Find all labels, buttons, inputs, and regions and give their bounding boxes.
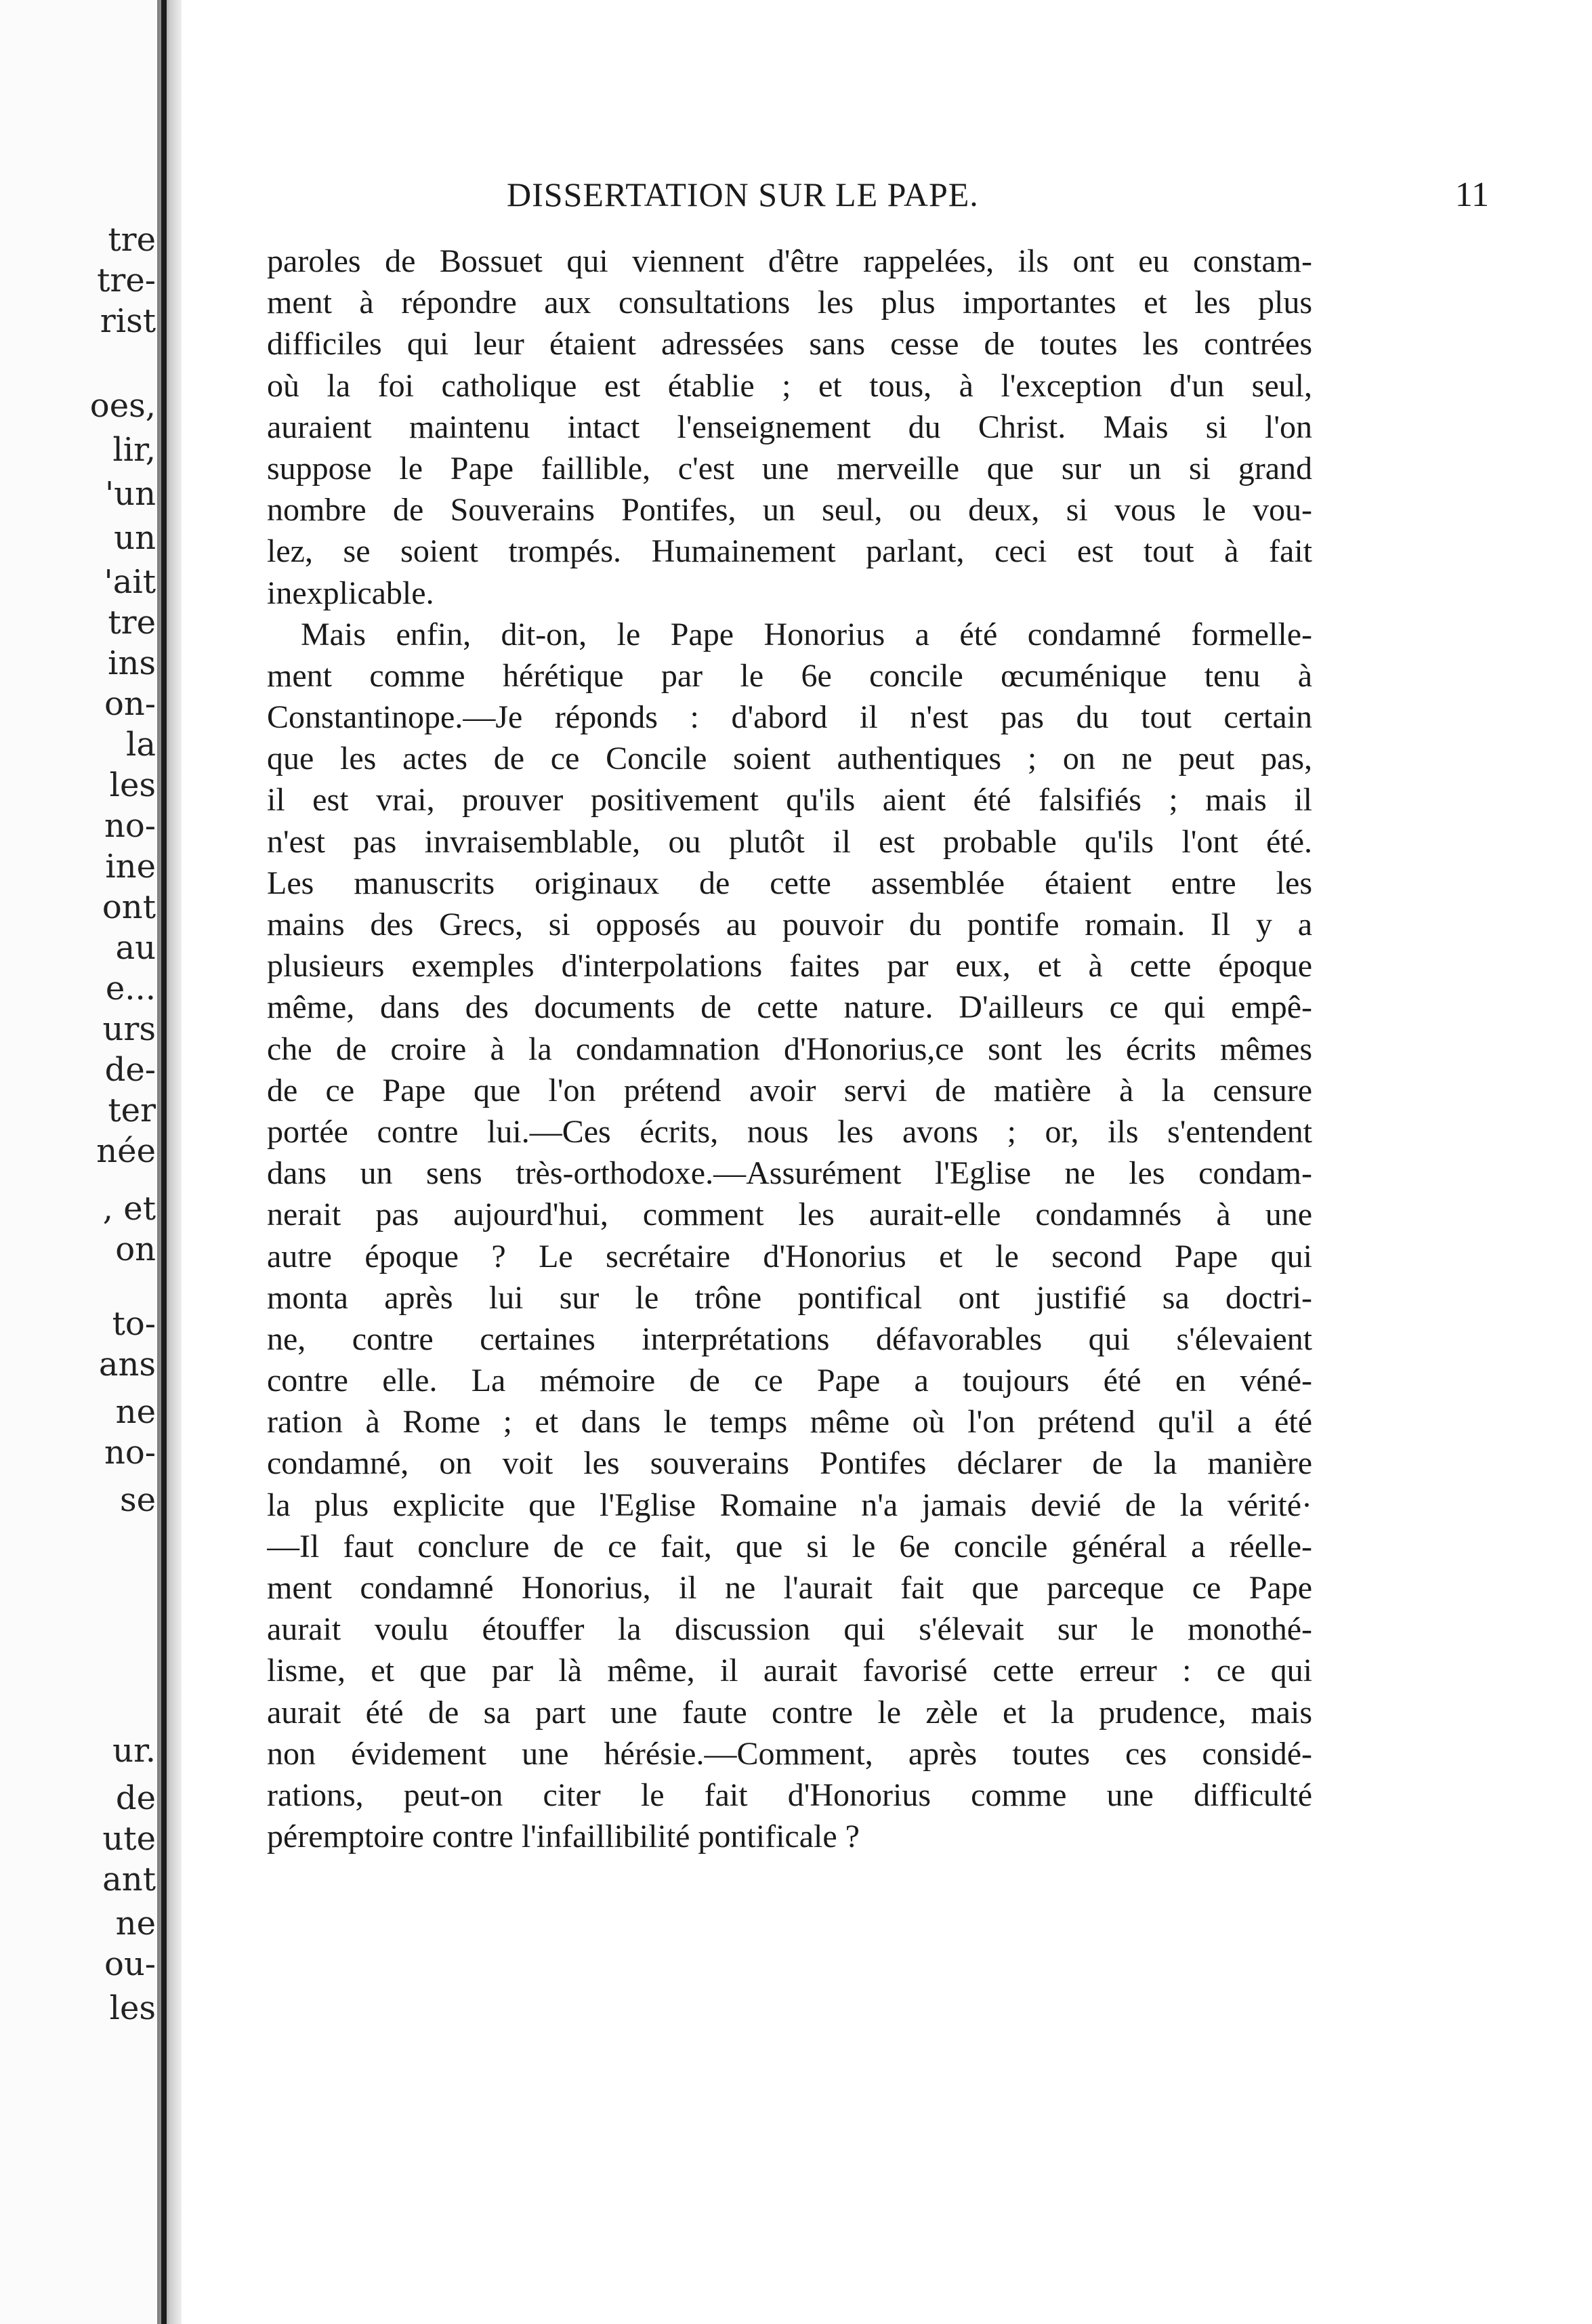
adjacent-page-fragment: ont <box>102 888 156 926</box>
gutter-shadow-line <box>161 0 167 2324</box>
adjacent-page-fragment: 'ait <box>104 563 156 601</box>
adjacent-page-fragment: au <box>115 929 156 967</box>
text-line: ration à Rome ; et dans le temps même où l'on prétend qu'il a été <box>267 1404 1312 1440</box>
text-line: que les actes de ce Concile soient authentiques ; on ne peut pas, <box>267 741 1312 777</box>
text-line: lez, se soient trompés. Humainement parlant, ceci est tout à fait <box>267 533 1312 570</box>
adjacent-page-fragment: rist <box>100 302 156 340</box>
text-line: condamné, on voit les souverains Pontifes déclarer de la manière <box>267 1445 1312 1482</box>
adjacent-page-fragment: de <box>115 1779 156 1817</box>
body-text <box>267 241 1312 1857</box>
running-title: DISSERTATION SUR LE PAPE. <box>507 175 979 213</box>
adjacent-page-fragment: ne <box>115 1393 156 1431</box>
text-line: difficiles qui leur étaient adressées sans cesse de toutes les contrées <box>267 326 1312 362</box>
text-line: inexplicable. <box>267 575 434 611</box>
text-line: même, dans des documents de cette nature. D'ailleurs ce qui empê- <box>267 989 1312 1026</box>
adjacent-page-fragment: e... <box>105 970 156 1008</box>
adjacent-page-fragment: urs <box>102 1010 156 1048</box>
text-line: suppose le Pape faillible, c'est une merveille que sur un si grand <box>267 450 1312 486</box>
adjacent-page-fragment: tre <box>108 604 156 642</box>
adjacent-page-text-fragments <box>0 0 156 2324</box>
text-line: Mais enfin, dit-on, le Pape Honorius a été condamné formelle- <box>301 616 1312 652</box>
text-line: contre elle. La mémoire de ce Pape a toujours été en véné- <box>267 1363 1312 1399</box>
text-line: lisme, et que par là même, il aurait favorisé cette erreur : ce qui <box>267 1653 1312 1689</box>
text-line: ment à répondre aux consultations les plus importantes et les plus <box>267 285 1312 321</box>
text-line: Constantinope.—Je réponds : d'abord il n'est pas du tout certain <box>267 699 1312 736</box>
adjacent-page-fragment: ter <box>108 1092 156 1129</box>
adjacent-page-fragment: ne <box>115 1905 156 1943</box>
adjacent-page-fragment: ans <box>98 1346 156 1384</box>
adjacent-page-fragment: ine <box>105 848 156 886</box>
text-line: Les manuscrits originaux de cette assemblée étaient entre les <box>267 865 1312 901</box>
adjacent-page-fragment: ant <box>102 1861 156 1898</box>
adjacent-page-fragment: de- <box>104 1051 156 1089</box>
running-header <box>507 175 1489 215</box>
adjacent-page-fragment: lir, <box>112 431 156 469</box>
text-line: péremptoire contre l'infaillibilité pontificale ? <box>267 1819 860 1855</box>
text-line: paroles de Bossuet qui viennent d'être rappelées, ils ont eu constam- <box>267 243 1312 279</box>
adjacent-page-fragment: se <box>119 1481 156 1519</box>
adjacent-page-fragment: tre- <box>97 262 156 299</box>
adjacent-page-fragment: on- <box>104 685 156 723</box>
text-line: nombre de Souverains Pontifes, un seul, ou deux, si vous le vou- <box>267 492 1312 528</box>
text-line: il est vrai, prouver positivement qu'ils aient été falsifiés ; mais il <box>267 782 1312 818</box>
adjacent-page-fragment: 'un <box>104 475 156 513</box>
text-line: monta après lui sur le trône pontifical ont justifié sa doctri- <box>267 1279 1312 1316</box>
adjacent-page-fragment: tre <box>108 221 156 259</box>
text-line: rations, peut-on citer le fait d'Honorius comme une difficulté <box>267 1777 1312 1813</box>
text-line: la plus explicite que l'Eglise Romaine n'a jamais devié de la vérité· <box>267 1487 1312 1523</box>
text-line: auraient maintenu intact l'enseignement du Christ. Mais si l'on <box>267 409 1312 445</box>
adjacent-page-fragment: ins <box>108 644 156 682</box>
adjacent-page-fragment: la <box>126 726 156 764</box>
adjacent-page-fragment: les <box>109 1989 156 2027</box>
adjacent-page-fragment: née <box>96 1132 156 1170</box>
text-line: nerait pas aujourd'hui, comment les aurait-elle condamnés à une <box>267 1197 1312 1233</box>
adjacent-page-fragment: to- <box>112 1305 156 1343</box>
adjacent-page-fragment: un <box>114 519 156 557</box>
text-line: ne, contre certaines interprétations défavorables qui s'élevaient <box>267 1321 1312 1357</box>
text-line: ment condamné Honorius, il ne l'aurait fait que parceque ce Pape <box>267 1570 1312 1606</box>
text-line: aurait été de sa part une faute contre le zèle et la prudence, mais <box>267 1694 1312 1730</box>
text-line: portée contre lui.—Ces écrits, nous les avons ; or, ils s'entendent <box>267 1113 1312 1150</box>
text-line: ment comme hérétique par le 6e concile œcuménique tenu à <box>267 657 1312 694</box>
adjacent-page-fragment: ur. <box>112 1732 156 1770</box>
text-line: plusieurs exemples d'interpolations faites par eux, et à cette époque <box>267 948 1312 984</box>
book-page <box>182 0 1592 2324</box>
adjacent-page-fragment: les <box>109 766 156 804</box>
text-line: non évidement une hérésie.—Comment, après toutes ces considé- <box>267 1735 1312 1772</box>
adjacent-page-edge <box>0 0 156 2324</box>
text-line: n'est pas invraisemblable, ou plutôt il est probable qu'ils l'ont été. <box>267 823 1312 860</box>
text-line: aurait voulu étouffer la discussion qui s'élevait sur le monothé- <box>267 1611 1312 1648</box>
text-line: autre époque ? Le secrétaire d'Honorius et le second Pape qui <box>267 1238 1312 1274</box>
adjacent-page-fragment: oes, <box>89 387 156 425</box>
text-line: —Il faut conclure de ce fait, que si le 6e concile général a réelle- <box>267 1528 1312 1564</box>
adjacent-page-fragment: ou- <box>104 1945 156 1983</box>
adjacent-page-fragment: ute <box>102 1820 156 1858</box>
adjacent-page-fragment: on <box>115 1230 156 1268</box>
adjacent-page-fragment: no- <box>104 1434 156 1472</box>
page-number: 11 <box>1454 175 1489 214</box>
adjacent-page-fragment: , et <box>102 1190 156 1228</box>
adjacent-page-fragment: no- <box>104 807 156 845</box>
text-line: de ce Pape que l'on prétend avoir servi de matière à la censure <box>267 1072 1312 1108</box>
text-line: où la foi catholique est établie ; et tous, à l'exception d'un seul, <box>267 367 1312 404</box>
text-line: dans un sens très-orthodoxe.—Assurément l'Eglise ne les condam- <box>267 1155 1312 1192</box>
text-line: che de croire à la condamnation d'Honorius,ce sont les écrits mêmes <box>267 1031 1312 1067</box>
text-line: mains des Grecs, si opposés au pouvoir du pontife romain. Il y a <box>267 907 1312 942</box>
